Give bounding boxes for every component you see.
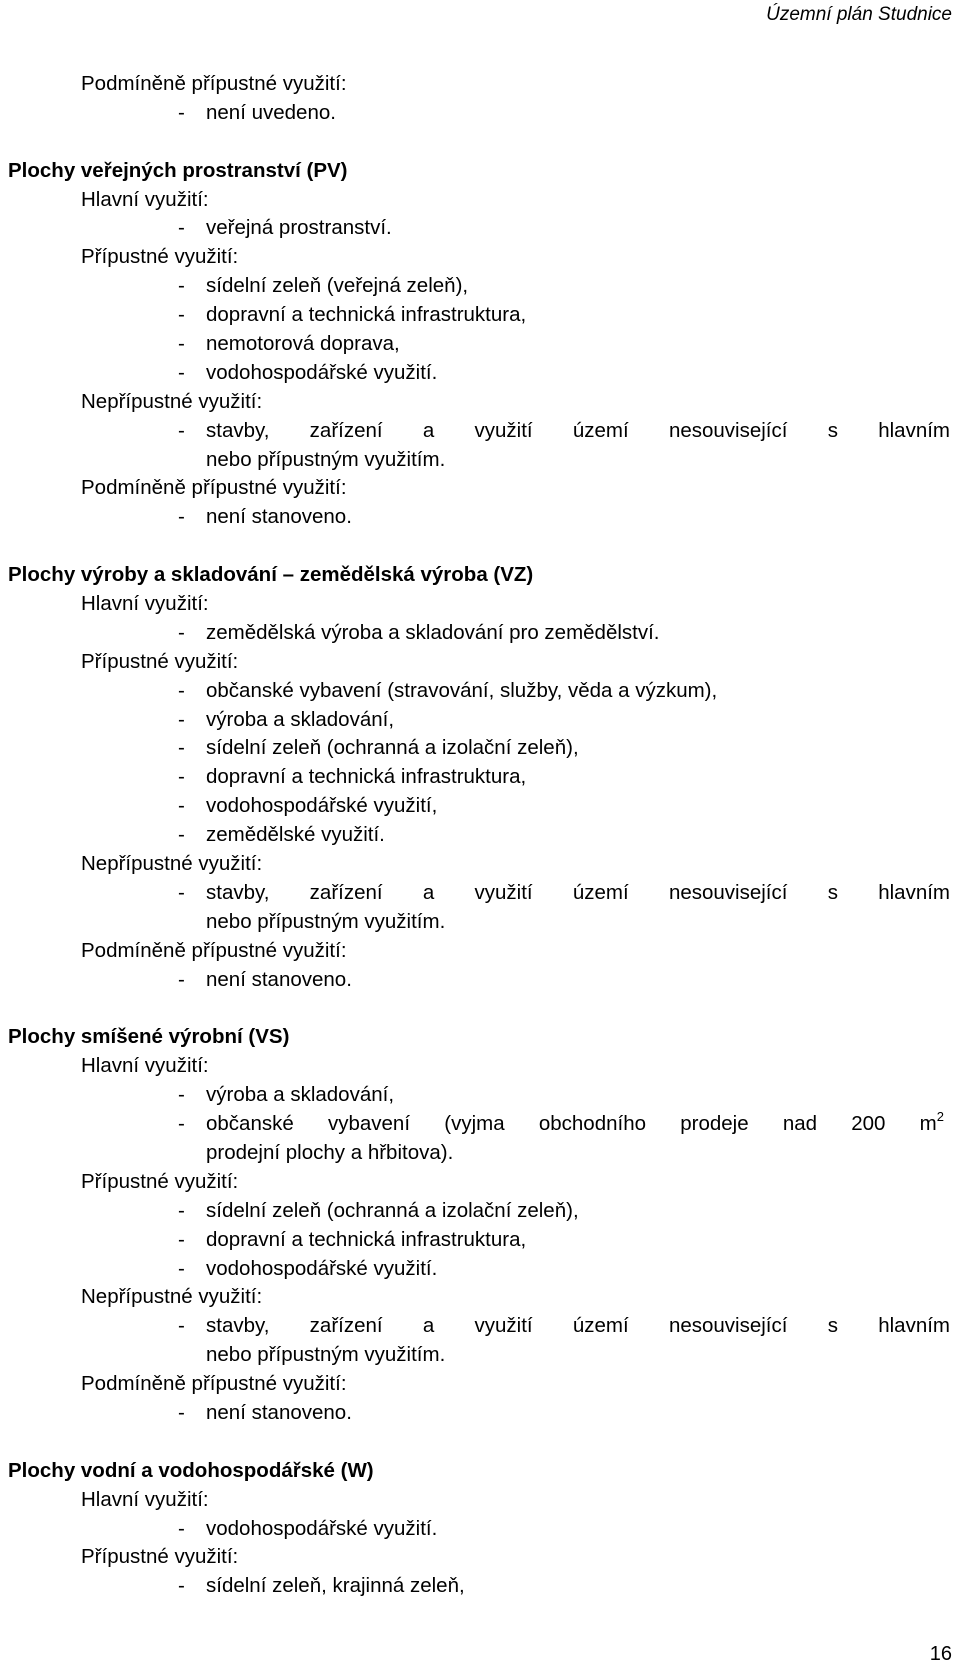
label-hlavni: Hlavní využití:: [81, 1054, 209, 1078]
list-item: - zemědělské využití.: [178, 823, 385, 847]
list-item: - vodohospodářské využití.: [178, 360, 438, 384]
list-item: - dopravní a technická infrastruktura,: [178, 765, 527, 789]
page-number: 16: [929, 1643, 952, 1665]
list-item: - veřejná prostranství.: [178, 216, 392, 240]
list-item: - zemědělská výroba a skladování pro zemědělství.: [178, 620, 660, 644]
list-item: - výroba a skladování,: [178, 1083, 395, 1107]
list-item: - dopravní a technická infrastruktura,: [178, 303, 527, 327]
list-item: - není stanoveno.: [178, 1400, 352, 1424]
list-item: - sídelní zeleň (ochranná a izolační zeleň),: [178, 1198, 579, 1222]
section-title-vs: Plochy smíšené výrobní (VS): [8, 1025, 290, 1049]
label-hlavni: Hlavní využití:: [81, 592, 209, 616]
section-title-pv: Plochy veřejných prostranství (PV): [8, 158, 348, 182]
label-pripustne: Přípustné využití:: [81, 245, 239, 269]
document-header: Územní plán Studnice: [766, 4, 952, 25]
label-podminene: Podmíněně přípustné využití:: [81, 72, 347, 95]
list-item: - vodohospodářské využití.: [178, 1516, 438, 1540]
list-item: - výroba a skladování,: [178, 707, 395, 731]
section-title-vz: Plochy výroby a skladování – zemědělská výroba (VZ): [8, 563, 534, 587]
list-item-continuation: nebo přípustným využitím.: [206, 447, 446, 471]
list-item: - sídelní zeleň (veřejná zeleň),: [178, 274, 469, 298]
list-item: - není stanoveno.: [178, 505, 352, 529]
label-podminene: Podmíněně přípustné využití:: [81, 1372, 347, 1396]
label-hlavni: Hlavní využití:: [81, 1487, 209, 1511]
list-item: - stavby, zařízení a využití území nesouvisející s hlavním: [178, 418, 950, 442]
list-item: - není uvedeno.: [8, 99, 952, 128]
list-item: - stavby, zařízení a využití území nesouvisející s hlavním: [178, 1314, 950, 1338]
list-item: - vodohospodářské využití.: [178, 1256, 438, 1280]
section-title-w: Plochy vodní a vodohospodářské (W): [8, 1458, 374, 1482]
label-pripustne: Přípustné využití:: [81, 1169, 239, 1193]
list-item: - dopravní a technická infrastruktura,: [178, 1227, 527, 1251]
list-item: - občanské vybavení (vyjma obchodního prodeje nad 200 $m^2$: [178, 1109, 944, 1136]
list-item-continuation: nebo přípustným využitím.: [206, 1343, 446, 1367]
list-item-continuation: nebo přípustným využitím.: [206, 909, 446, 933]
label-hlavni: Hlavní využití:: [81, 187, 209, 211]
label-pripustne: Přípustné využití:: [81, 649, 239, 673]
label-nepripustne: Nepřípustné využití:: [81, 1285, 263, 1309]
list-item-continuation: prodejní plochy a hřbitova).: [206, 1140, 454, 1164]
label-podminene: Podmíněně přípustné využití:: [81, 938, 347, 962]
label-nepripustne: Nepřípustné využití:: [81, 852, 263, 876]
list-item: - sídelní zeleň (ochranná a izolační zeleň),: [178, 736, 579, 760]
list-item: - nemotorová doprava,: [178, 332, 400, 356]
list-item: - sídelní zeleň, krajinná zeleň,: [178, 1574, 465, 1598]
document-body: [8, 70, 952, 1601]
label-pripustne: Přípustné využití:: [81, 1545, 239, 1569]
list-item: - není stanoveno.: [178, 967, 352, 991]
label-podminene: Podmíněně přípustné využití:: [81, 476, 347, 500]
dash: -: [178, 100, 185, 124]
label-nepripustne: Nepřípustné využití:: [81, 389, 263, 413]
list-item: - vodohospodářské využití,: [178, 794, 438, 818]
list-item: - stavby, zařízení a využití území nesouvisející s hlavním: [178, 880, 950, 904]
list-item: - občanské vybavení (stravování, služby, věda a výzkum),: [178, 678, 718, 702]
